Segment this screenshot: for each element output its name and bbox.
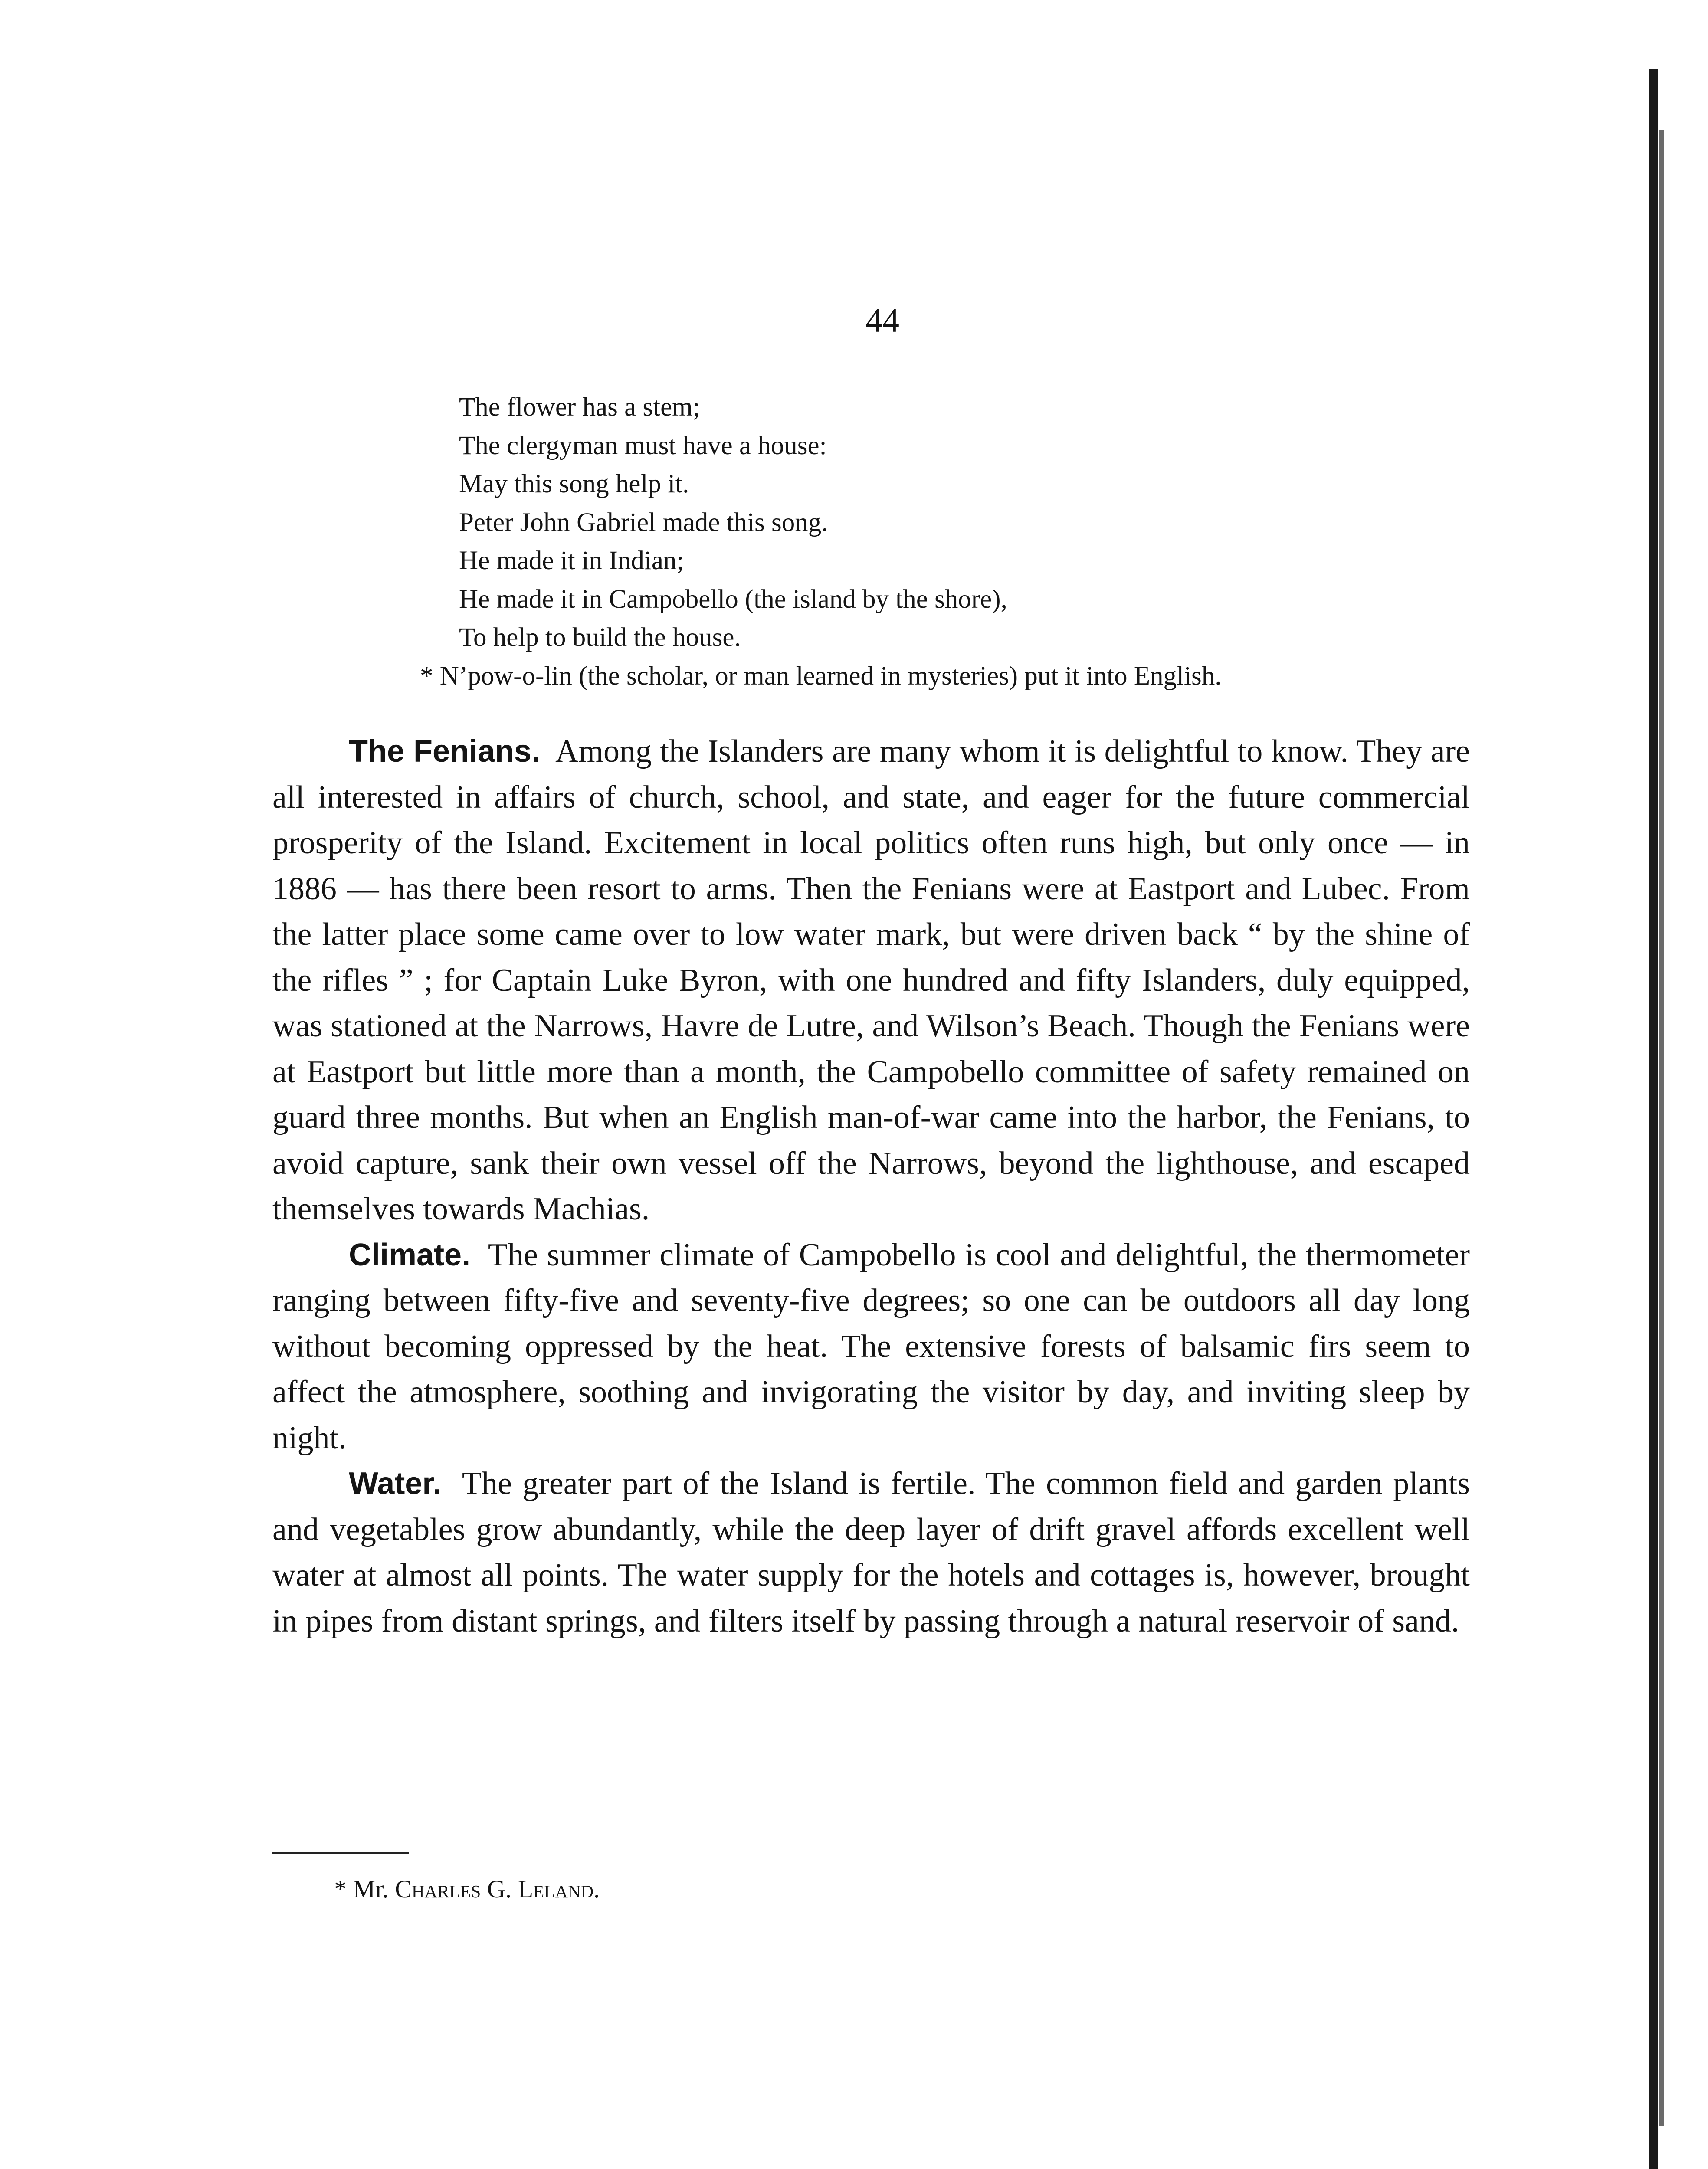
poem-line: May this song help it. <box>459 469 689 498</box>
poem-credit: * N’pow-o-lin (the scholar, or man learned in mysteries) put it into English. <box>420 661 1222 691</box>
paragraph-water <box>272 1461 1470 1644</box>
paragraph-climate <box>272 1232 1470 1461</box>
paragraph-text: The summer climate of Campobello is cool and delightful, the thermometer ranging between fifty-five and seventy-five degrees; so one can be outdoors all day long without becoming oppressed by the heat. The extensive forests of balsamic firs seem to affect the atmosphere, soothing and invigorating the visitor by day, and inviting sleep by night. <box>272 1237 1470 1456</box>
paragraph-fenians <box>272 729 1470 1232</box>
body-text <box>272 729 1470 1644</box>
footnote-marker: * Mr. <box>334 1875 389 1903</box>
poem-line: To help to build the house. <box>459 623 741 652</box>
poem-line: He made it in Campobello (the island by the shore), <box>459 584 1007 614</box>
poem-block <box>420 388 1500 695</box>
binding-edge-shadow <box>1659 130 1664 2126</box>
poem-line: The flower has a stem; <box>459 393 700 422</box>
page-number: 44 <box>865 301 899 339</box>
section-heading-water: Water. <box>349 1466 442 1501</box>
section-heading-fenians: The Fenians. <box>349 734 541 769</box>
section-heading-climate: Climate. <box>349 1237 471 1272</box>
poem-line: Peter John Gabriel made this song. <box>459 508 828 537</box>
footnote-rule <box>272 1852 409 1854</box>
poem-line: The clergyman must have a house: <box>459 431 827 460</box>
paragraph-text: The greater part of the Island is fertile. The common field and garden plants and vegetables grow abundantly, while the deep layer of drift gravel affords excellent well water at almost all points. The water supply for the hotels and cottages is, however, brought in pipes from distant springs, and filters itself by passing through a natural reservoir of sand. <box>272 1466 1470 1639</box>
footnote <box>334 1874 600 1904</box>
binding-edge <box>1649 69 1658 2169</box>
paragraph-text: Among the Islanders are many whom it is delightful to know. They are all interested in affairs of church, school, and state, and eager for the future commercial prosperity of the Island. Excitement in local politics often runs high, but only once — in 1886 — has there been resort to arms. Then the Fenians were at Eastport and Lubec. From the latter place some came over to low water mark, but were driven back “ by the shine of the rifles ” ; for Captain Luke Byron, with one hundred and fifty Islanders, duly equipped, was stationed at the Narrows, Havre de Lutre, and Wilson’s Beach. Though the Fenians were at Eastport but little more than a month, the Campobello committee of safety remained on guard three months. But when an English man-of-war came into the harbor, the Fenians, to avoid capture, sank their own vessel off the Narrows, beyond the lighthouse, and escaped themselves towards Machias. <box>272 734 1470 1227</box>
poem-line: He made it in Indian; <box>459 546 684 575</box>
footnote-name: Charles G. Leland. <box>395 1875 600 1903</box>
